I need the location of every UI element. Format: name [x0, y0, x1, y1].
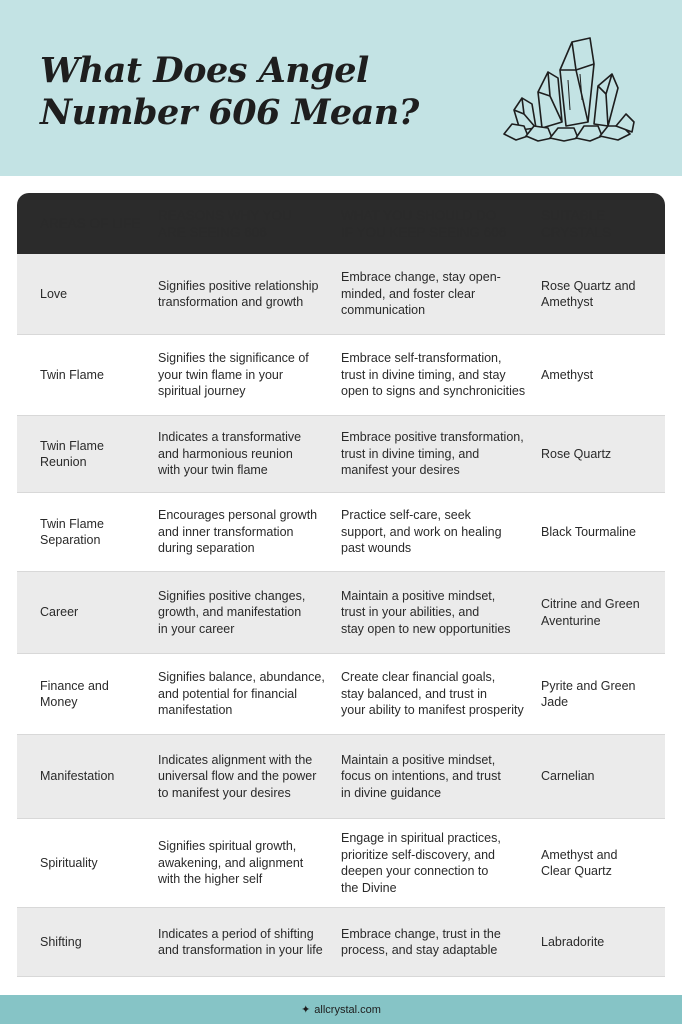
reason-cell: Indicates a period of shifting and transformation in your life: [158, 926, 323, 957]
table-row: [17, 572, 665, 654]
reason-cell: Indicates a transformative and harmonious reunion with your twin flame: [158, 430, 302, 478]
footer-bar: [0, 995, 682, 1024]
reason-cell: Encourages personal growth and inner transformation during separation: [158, 508, 318, 556]
action-cell: Embrace self-transformation, trust in divine timing, and stay open to signs and synchronicities: [341, 351, 526, 399]
area-cell: Love: [40, 286, 68, 301]
table-row: [17, 335, 665, 416]
action-cell: Engage in spiritual practices, prioritize self-discovery, and deepen your connection to the Divine: [341, 831, 501, 895]
title-line-2: Number 606 Mean?: [40, 92, 419, 133]
crystal-cluster-icon: [498, 30, 638, 142]
crystals-cell: Black Tourmaline: [541, 524, 636, 539]
crystals-cell: Rose Quartz and Amethyst: [541, 278, 636, 309]
reason-cell: Indicates alignment with the universal flow and the power to manifest your desires: [158, 752, 317, 800]
reason-cell: Signifies balance, abundance, and potential for financial manifestation: [158, 670, 325, 718]
table-row: [17, 735, 665, 819]
action-cell: Maintain a positive mindset, trust in your abilities, and stay open to new opportunities: [341, 588, 511, 636]
action-cell: Embrace positive transformation, trust in divine timing, and manifest your desires: [341, 430, 524, 478]
crystals-cell: Pyrite and Green Jade: [541, 678, 636, 709]
meanings-table: [17, 193, 665, 977]
crystals-cell: Citrine and Green Aventurine: [541, 597, 640, 628]
reason-cell: Signifies the significance of your twin flame in your spiritual journey: [158, 351, 309, 399]
area-cell: Twin Flame Separation: [40, 516, 104, 547]
crystals-cell: Amethyst: [541, 367, 594, 382]
area-cell: Career: [40, 605, 79, 620]
reason-cell: Signifies positive changes, growth, and manifestation in your career: [158, 588, 306, 636]
footer-site-link[interactable]: allcrystal.com: [314, 1003, 381, 1016]
action-cell: Embrace change, stay open- minded, and foster clear communication: [341, 270, 501, 318]
column-header-reasons: REASONS WHY YOU ARE SEEING 606: [158, 207, 292, 240]
table-header: [17, 193, 665, 254]
action-cell: Maintain a positive mindset, focus on intentions, and trust in divine guidance: [341, 752, 501, 800]
crystals-cell: Carnelian: [541, 769, 595, 784]
table-row: [17, 654, 665, 735]
area-cell: Twin Flame Reunion: [40, 438, 104, 469]
area-cell: Finance and Money: [40, 678, 109, 709]
table-row: [17, 819, 665, 908]
table-row: [17, 908, 665, 977]
table-row: [17, 493, 665, 572]
table-row: [17, 254, 665, 335]
area-cell: Manifestation: [40, 769, 115, 784]
table-row: [17, 416, 665, 493]
area-cell: Twin Flame: [40, 367, 104, 382]
page-title: [40, 50, 419, 134]
header-banner: [0, 0, 682, 176]
column-header-actions: WHAT YOU SHOULD DO IF YOU KEEP SEEING 606: [341, 207, 507, 240]
column-header-areas: AREAS OF LIFE: [40, 216, 141, 231]
crystals-cell: Rose Quartz: [541, 446, 612, 461]
action-cell: Practice self-care, seek support, and work on healing past wounds: [341, 508, 502, 556]
action-cell: Create clear financial goals, stay balanced, and trust in your ability to manifest prosperity: [341, 670, 524, 718]
action-cell: Embrace change, trust in the process, and stay adaptable: [341, 926, 501, 957]
crystals-cell: Amethyst and Clear Quartz: [541, 847, 618, 878]
reason-cell: Signifies positive relationship transformation and growth: [158, 278, 319, 309]
area-cell: Shifting: [40, 934, 82, 949]
crystals-cell: Labradorite: [541, 934, 605, 949]
title-line-1: What Does Angel: [40, 50, 369, 91]
column-header-crystals: SUITABLE CRYSTALS: [541, 207, 612, 240]
area-cell: Spirituality: [40, 855, 98, 870]
sparkle-icon: ✦: [301, 1004, 311, 1016]
reason-cell: Signifies spiritual growth, awakening, and alignment with the higher self: [158, 839, 304, 887]
